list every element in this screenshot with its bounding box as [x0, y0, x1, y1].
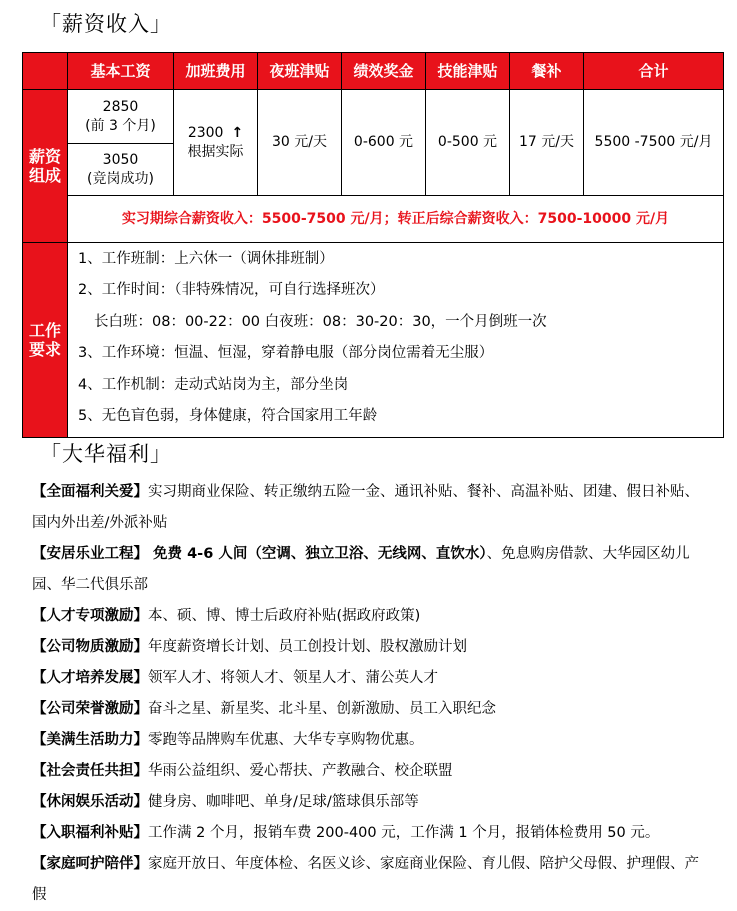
base-pay-promoted-note: (竞岗成功): [87, 170, 154, 187]
side-label-salary: 薪资组成: [23, 90, 68, 243]
benefit-item: [32, 601, 712, 632]
benefit-item: [32, 477, 712, 539]
benefit-item: [32, 539, 712, 601]
work-requirements: [68, 243, 724, 438]
benefit-item: [32, 632, 712, 663]
benefit-key: 【安居乐业工程】: [32, 546, 148, 562]
side-label-work: 工作要求: [23, 243, 68, 438]
base-pay-probation: [68, 90, 174, 144]
benefit-text: 实习期商业保险、转正缴纳五险一金、通讯补贴、餐补、高温补贴、团建、假日补贴、国内外出差/外派补贴: [32, 484, 699, 531]
benefit-key: 【公司荣誉激励】: [32, 701, 148, 717]
requirement-item: 3、工作环境：恒温、恒湿，穿着静电服（部分岗位需着无尘服）: [78, 345, 494, 362]
benefit-text: 华雨公益组织、爱心帮扶、产教融合、校企联盟: [148, 763, 453, 779]
benefit-item: [32, 756, 712, 787]
header-overtime: 加班费用: [174, 53, 258, 90]
benefit-text: 奋斗之星、新星奖、北斗星、创新激励、员工入职纪念: [148, 701, 496, 717]
benefit-key: 【美满生活助力】: [32, 732, 148, 748]
arrow-up-icon: ↑: [231, 124, 244, 141]
benefit-text: 健身房、咖啡吧、单身/足球/篮球俱乐部等: [148, 794, 419, 810]
benefit-text: 本、硕、博、博士后政府补贴(据政府政策): [148, 608, 421, 624]
requirement-item: 5、无色盲色弱，身体健康，符合国家用工年龄: [78, 407, 378, 424]
benefit-key: 【全面福利关爱】: [32, 484, 148, 500]
header-skill-allowance: 技能津贴: [426, 53, 510, 90]
requirement-item: 2、工作时间：（非特殊情况，可自行选择班次）: [78, 282, 385, 299]
requirement-item: 长白班：08：00-22：00 白夜班：08：30-20：30，一个月倒班一次: [94, 313, 547, 330]
benefit-text: 领军人才、将领人才、领星人才、蒲公英人才: [148, 670, 438, 686]
benefit-key: 【人才培养发展】: [32, 670, 148, 686]
header-base-pay: 基本工资: [68, 53, 174, 90]
benefit-key: 【入职福利补贴】: [32, 825, 148, 841]
skill-allowance-cell: 0-500 元: [426, 90, 510, 196]
benefit-item: [32, 849, 712, 911]
benefit-key: 【公司物质激励】: [32, 639, 148, 655]
benefit-text: 、免息购房借款、大华园区幼儿园、华二代俱乐部: [32, 546, 690, 593]
header-corner: [23, 53, 68, 90]
benefit-item: [32, 663, 712, 694]
total-cell: 5500 -7500 元/月: [584, 90, 724, 196]
benefit-text: 年度薪资增长计划、员工创投计划、股权激励计划: [148, 639, 467, 655]
header-meal-allowance: 餐补: [510, 53, 584, 90]
salary-section-title: 「薪资收入」: [40, 12, 172, 36]
benefit-key: 【家庭呵护陪伴】: [32, 856, 148, 872]
salary-table: [22, 52, 724, 438]
base-pay-probation-value: 2850: [102, 98, 139, 115]
salary-summary: 实习期综合薪资收入：5500-7500 元/月；转正后综合薪资收入：7500-10000 元/月: [68, 196, 724, 243]
requirement-item: 1、工作班制：上六休一（调休排班制）: [78, 251, 334, 267]
overtime-note: 根据实际: [187, 143, 244, 160]
benefit-bold-text: 免费 4-6 人间（空调、独立卫浴、无线网、直饮水）: [148, 546, 487, 562]
header-total: 合计: [584, 53, 724, 90]
salary-header-row: [23, 53, 724, 90]
performance-bonus-cell: 0-600 元: [342, 90, 426, 196]
benefits-section-title: 「大华福利」: [40, 442, 172, 466]
overtime-cell: [174, 90, 258, 196]
benefit-item: [32, 694, 712, 725]
meal-allowance-cell: 17 元/天: [510, 90, 584, 196]
benefit-key: 【社会责任共担】: [32, 763, 148, 779]
header-performance-bonus: 绩效奖金: [342, 53, 426, 90]
benefit-item: [32, 725, 712, 756]
benefit-text: 工作满 2 个月，报销车费 200-400 元，工作满 1 个月，报销体检费用 50 元。: [148, 825, 660, 841]
base-pay-promoted-value: 3050: [102, 151, 139, 168]
overtime-value: 2300: [187, 124, 224, 141]
benefit-item: [32, 787, 712, 818]
benefits-list: [32, 477, 712, 911]
header-night-shift: 夜班津贴: [258, 53, 342, 90]
benefit-text: 家庭开放日、年度体检、名医义诊、家庭商业保险、育儿假、陪护父母假、护理假、产假: [32, 856, 699, 903]
night-shift-cell: 30 元/天: [258, 90, 342, 196]
benefit-key: 【人才专项激励】: [32, 608, 148, 624]
requirement-item: 4、工作机制：走动式站岗为主，部分坐岗: [78, 376, 349, 393]
base-pay-promoted: [68, 144, 174, 196]
benefit-item: [32, 818, 712, 849]
benefit-key: 【休闲娱乐活动】: [32, 794, 148, 810]
benefit-text: 零跑等品牌购车优惠、大华专享购物优惠。: [148, 732, 424, 748]
base-pay-probation-note: (前 3 个月): [85, 117, 156, 134]
